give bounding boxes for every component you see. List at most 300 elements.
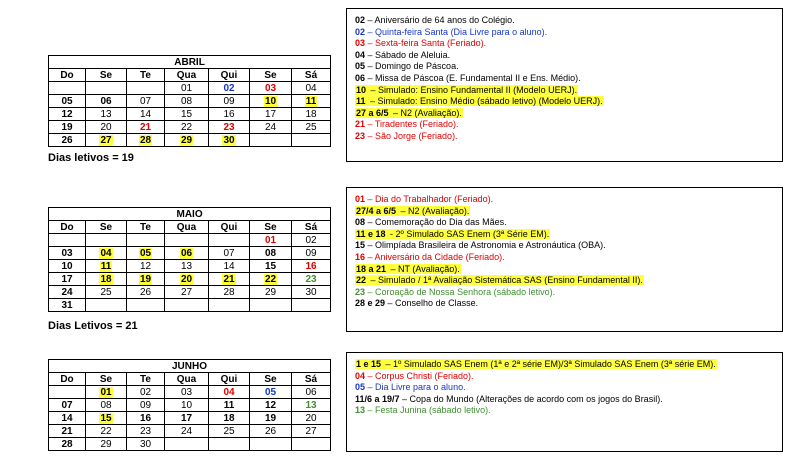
day-number: 12 [264, 399, 277, 411]
note-line [355, 382, 774, 394]
week-row [49, 108, 331, 121]
day-cell [127, 247, 165, 260]
day-cell [165, 412, 209, 425]
weekday-label: Qui [209, 221, 250, 234]
day-cell [127, 234, 165, 247]
day-cell [209, 260, 250, 273]
week-row [49, 386, 331, 399]
day-cell [86, 260, 127, 273]
day-number: 24 [180, 425, 193, 437]
day-cell [209, 234, 250, 247]
note-line [355, 252, 774, 264]
day-cell [127, 95, 165, 108]
day-cell [292, 82, 331, 95]
weekday-label: Se [86, 221, 127, 234]
day-number: 09 [139, 399, 152, 411]
day-cell [292, 399, 331, 412]
day-cell [165, 399, 209, 412]
day-cell [292, 260, 331, 273]
day-number: 18 [100, 273, 112, 285]
note-text: – Festa Junina (sábado letivo). [365, 405, 491, 416]
day-cell [127, 425, 165, 438]
note-line [355, 275, 774, 287]
week-row [49, 260, 331, 273]
weekday-label: Se [250, 221, 292, 234]
note-line [355, 61, 774, 73]
note-line [355, 287, 774, 299]
day-cell [165, 273, 209, 286]
day-cell [250, 273, 292, 286]
weekday-label: Do [49, 221, 86, 234]
day-number: 10 [180, 399, 193, 411]
note-date: 02 [355, 26, 366, 37]
day-cell [49, 134, 86, 147]
note-text: – Sábado de Aleluia. [365, 49, 451, 60]
note-line [355, 96, 774, 108]
week-row [49, 234, 331, 247]
day-cell [127, 438, 165, 451]
note-date: 15 [355, 240, 366, 251]
day-number: 11 [100, 260, 112, 272]
day-number: 30 [305, 286, 317, 298]
day-number: 07 [61, 399, 73, 411]
note-text: - 2º Simulado SAS Enem (3ª Série EM). [387, 228, 550, 239]
note-text: – Dia do Trabalhador (Feriado). [365, 194, 494, 204]
week-row [49, 399, 331, 412]
day-number: 06 [100, 95, 112, 107]
note-text: – N2 (Avaliação). [390, 107, 462, 118]
day-cell [250, 286, 292, 299]
day-cell [250, 299, 292, 312]
note-line [355, 131, 774, 143]
day-number: 14 [223, 260, 235, 272]
notes-maio [346, 187, 783, 332]
day-number: 22 [100, 425, 112, 437]
day-number: 18 [223, 412, 235, 424]
day-number: 26 [264, 425, 277, 437]
day-number: 21 [139, 121, 152, 133]
weekday-label: Se [86, 373, 127, 386]
day-number: 05 [139, 247, 152, 259]
day-number: 07 [223, 247, 235, 259]
note-text: – Comemoração do Dia das Mães. [365, 217, 507, 228]
week-row [49, 82, 331, 95]
day-cell [86, 234, 127, 247]
day-cell [292, 299, 331, 312]
day-cell [49, 108, 86, 121]
day-number: 02 [139, 386, 152, 398]
day-cell [49, 399, 86, 412]
note-text: – São Jorge (Feriado). [365, 130, 458, 141]
day-cell [127, 121, 165, 134]
day-number: 23 [139, 425, 152, 437]
note-text: – Domingo de Páscoa. [365, 61, 459, 72]
day-cell [250, 234, 292, 247]
calendar-junho [48, 359, 331, 451]
day-number: 25 [223, 425, 235, 437]
week-row [49, 95, 331, 108]
day-cell [292, 273, 331, 286]
note-date: 05 [355, 382, 366, 393]
day-cell [250, 247, 292, 260]
note-line [355, 27, 774, 39]
day-cell [165, 121, 209, 134]
day-cell [127, 299, 165, 312]
day-number: 01 [264, 234, 277, 246]
day-number: 03 [264, 82, 277, 94]
day-number: 28 [61, 438, 73, 450]
weekday-label: Qui [209, 69, 250, 82]
note-line [355, 405, 774, 417]
day-number: 16 [139, 412, 152, 424]
day-cell [127, 412, 165, 425]
note-date: 02 [355, 15, 366, 25]
note-date: 23 [355, 286, 366, 297]
day-cell [209, 399, 250, 412]
week-row [49, 121, 331, 134]
note-line [355, 217, 774, 229]
day-number: 24 [61, 286, 73, 298]
day-cell [86, 82, 127, 95]
day-number: 08 [180, 95, 193, 107]
day-cell [292, 121, 331, 134]
day-number: 28 [139, 134, 152, 146]
day-number: 27 [305, 425, 317, 437]
note-line [355, 371, 774, 383]
day-cell [250, 425, 292, 438]
day-number: 27 [100, 134, 112, 146]
note-date: 06 [355, 72, 366, 83]
day-cell [250, 412, 292, 425]
day-cell [209, 386, 250, 399]
day-number: 11 [223, 399, 235, 411]
day-cell [250, 121, 292, 134]
day-number: 29 [180, 134, 193, 146]
day-number: 06 [180, 247, 193, 259]
dias-letivos-maio: Dias Letivos = 21 [48, 320, 138, 332]
weekday-label: Qua [165, 373, 209, 386]
note-date: 04 [355, 370, 366, 381]
note-date: 11 e 18 [356, 228, 386, 239]
weekday-label: Se [86, 69, 127, 82]
note-date: 13 [355, 405, 366, 416]
weekday-header [49, 69, 331, 82]
day-number: 16 [223, 108, 235, 120]
day-cell [165, 438, 209, 451]
note-text: – NT (Avaliação). [388, 263, 460, 274]
note-line [355, 108, 774, 120]
note-text: – Aniversário da Cidade (Feriado). [365, 251, 505, 262]
day-number: 23 [223, 121, 235, 133]
day-cell [250, 134, 292, 147]
day-cell [250, 95, 292, 108]
note-date: 21 [355, 119, 366, 130]
day-number: 17 [61, 273, 73, 285]
day-cell [165, 247, 209, 260]
day-cell [209, 425, 250, 438]
week-row [49, 134, 331, 147]
note-line [355, 264, 774, 276]
note-line [355, 206, 774, 218]
day-cell [86, 399, 127, 412]
day-cell [209, 108, 250, 121]
calendar-abril [48, 55, 331, 147]
day-number: 11 [305, 95, 317, 107]
day-number: 21 [61, 425, 73, 437]
week-row [49, 425, 331, 438]
week-row [49, 286, 331, 299]
month-title: MAIO [49, 208, 331, 221]
week-row [49, 299, 331, 312]
day-number: 04 [100, 247, 112, 259]
note-line [355, 240, 774, 252]
day-number: 30 [223, 134, 235, 146]
day-number: 15 [100, 412, 112, 424]
note-text: – Aniversário de 64 anos do Colégio. [365, 15, 515, 25]
day-cell [292, 234, 331, 247]
day-cell [165, 425, 209, 438]
note-date: 11 [356, 96, 366, 107]
day-number: 12 [61, 108, 73, 120]
day-number: 10 [264, 95, 277, 107]
day-number: 23 [305, 273, 317, 285]
day-number: 22 [180, 121, 193, 133]
note-text: – Conselho de Classe. [385, 298, 479, 309]
week-row [49, 273, 331, 286]
day-number: 17 [180, 412, 193, 424]
calendar-maio [48, 207, 331, 312]
note-line [355, 229, 774, 241]
day-number: 22 [264, 273, 277, 285]
weekday-label: Qua [165, 69, 209, 82]
weekday-label: Sá [292, 221, 331, 234]
notes-abril [346, 8, 783, 162]
day-number: 19 [264, 412, 277, 424]
note-text: – Simulado / 1ª Avaliação Sistemática SAS (Ensino Fundamental II). [368, 275, 643, 286]
day-cell [209, 286, 250, 299]
note-date: 23 [355, 130, 366, 141]
day-number: 26 [139, 286, 152, 298]
weekday-label: Sá [292, 69, 331, 82]
weekday-label: Do [49, 69, 86, 82]
weekday-label: Se [250, 69, 292, 82]
day-number: 25 [100, 286, 112, 298]
day-cell [86, 134, 127, 147]
note-line [355, 194, 774, 206]
day-cell [86, 438, 127, 451]
note-date: 10 [356, 84, 367, 95]
day-cell [292, 386, 331, 399]
day-cell [49, 299, 86, 312]
day-cell [86, 121, 127, 134]
note-line [355, 73, 774, 85]
week-row [49, 438, 331, 451]
day-cell [127, 286, 165, 299]
day-cell [292, 412, 331, 425]
day-number: 16 [305, 260, 317, 272]
day-cell [49, 286, 86, 299]
day-number: 30 [139, 438, 152, 450]
note-text: – Olimpíada Brasileira de Astronomia e Astronáutica (OBA). [365, 240, 606, 251]
day-cell [292, 286, 331, 299]
day-cell [165, 134, 209, 147]
day-cell [49, 82, 86, 95]
day-number: 24 [264, 121, 277, 133]
note-line [355, 38, 774, 50]
day-cell [165, 260, 209, 273]
note-line [355, 119, 774, 131]
day-number: 02 [305, 234, 317, 246]
day-cell [49, 95, 86, 108]
day-number: 14 [139, 108, 152, 120]
day-cell [49, 425, 86, 438]
month-title: ABRIL [49, 56, 331, 69]
day-number: 19 [139, 273, 152, 285]
day-number: 26 [61, 134, 73, 146]
day-cell [165, 95, 209, 108]
day-cell [49, 247, 86, 260]
day-number: 29 [264, 286, 277, 298]
note-date: 11/6 a 19/7 [355, 393, 400, 404]
day-number: 15 [180, 108, 193, 120]
day-cell [250, 386, 292, 399]
note-date: 22 [356, 275, 367, 286]
day-number: 25 [305, 121, 317, 133]
day-number: 13 [180, 260, 193, 272]
day-cell [250, 82, 292, 95]
day-number: 21 [223, 273, 235, 285]
day-cell [127, 260, 165, 273]
day-number: 18 [305, 108, 317, 120]
day-cell [127, 386, 165, 399]
notes-junho [346, 352, 783, 452]
note-line [355, 298, 774, 310]
day-number: 20 [100, 121, 112, 133]
note-text: – Tiradentes (Feriado). [365, 119, 459, 130]
day-cell [86, 247, 127, 260]
day-cell [165, 108, 209, 121]
day-number: 13 [100, 108, 112, 120]
day-number: 08 [264, 247, 277, 259]
note-text: – Coroação de Nossa Senhora (sábado letivo). [365, 286, 556, 297]
day-cell [209, 247, 250, 260]
day-cell [127, 134, 165, 147]
day-cell [49, 234, 86, 247]
day-cell [209, 299, 250, 312]
note-date: 16 [355, 251, 366, 262]
day-cell [127, 399, 165, 412]
day-cell [86, 108, 127, 121]
note-text: – Dia Livre para o aluno. [365, 382, 466, 393]
day-cell [292, 134, 331, 147]
weekday-label: Te [127, 221, 165, 234]
day-cell [49, 412, 86, 425]
day-cell [127, 82, 165, 95]
day-number: 04 [305, 82, 317, 94]
note-text: – Corpus Christi (Feriado). [365, 370, 474, 381]
day-cell [165, 386, 209, 399]
day-cell [49, 386, 86, 399]
day-number: 27 [180, 286, 193, 298]
day-cell [209, 95, 250, 108]
weekday-label: Te [127, 69, 165, 82]
day-cell [86, 273, 127, 286]
day-cell [49, 438, 86, 451]
day-number: 03 [180, 386, 193, 398]
day-number: 07 [139, 95, 152, 107]
weekday-label: Se [250, 373, 292, 386]
day-cell [86, 425, 127, 438]
day-number: 12 [139, 260, 152, 272]
day-cell [86, 95, 127, 108]
note-line [355, 85, 774, 97]
day-number: 14 [61, 412, 73, 424]
day-cell [86, 412, 127, 425]
weekday-label: Te [127, 373, 165, 386]
day-number: 06 [305, 386, 317, 398]
note-text: – Simulado: Ensino Fundamental II (Modelo UERJ). [368, 84, 578, 95]
day-number: 09 [305, 247, 317, 259]
day-number: 13 [305, 399, 317, 411]
day-number: 08 [100, 399, 112, 411]
weekday-label: Qui [209, 373, 250, 386]
day-cell [165, 82, 209, 95]
day-number: 02 [223, 82, 235, 94]
day-number: 20 [305, 412, 317, 424]
day-cell [292, 108, 331, 121]
day-cell [49, 121, 86, 134]
day-number: 29 [100, 438, 112, 450]
day-cell [127, 108, 165, 121]
day-number: 19 [61, 121, 73, 133]
note-date: 1 e 15 [356, 359, 382, 369]
day-cell [250, 399, 292, 412]
note-date: 05 [355, 61, 366, 72]
note-line [355, 50, 774, 62]
day-number: 31 [61, 299, 73, 311]
note-date: 27 a 6/5 [356, 107, 389, 118]
day-cell [209, 82, 250, 95]
day-number: 04 [223, 386, 235, 398]
day-cell [165, 299, 209, 312]
day-cell [209, 273, 250, 286]
day-cell [86, 286, 127, 299]
day-cell [250, 260, 292, 273]
note-date: 01 [355, 194, 366, 204]
day-cell [292, 247, 331, 260]
note-text: – Missa de Páscoa (E. Fundamental II e Ens. Médio). [365, 72, 581, 83]
day-cell [49, 273, 86, 286]
day-cell [86, 299, 127, 312]
week-row [49, 412, 331, 425]
note-text: – N2 (Avaliação). [398, 205, 470, 216]
weekday-label: Do [49, 373, 86, 386]
note-text: – Sexta-feira Santa (Feriado). [365, 38, 487, 49]
note-line [355, 394, 774, 406]
day-cell [250, 108, 292, 121]
note-text: – Quinta-feira Santa (Dia Livre para o aluno). [365, 26, 548, 37]
day-cell [127, 273, 165, 286]
day-cell [209, 134, 250, 147]
day-number: 05 [61, 95, 73, 107]
day-cell [209, 121, 250, 134]
week-row [49, 247, 331, 260]
weekday-label: Qua [165, 221, 209, 234]
note-line [355, 359, 774, 371]
day-number: 01 [100, 386, 112, 398]
note-text: – Simulado: Ensino Médio (sábado letivo) (Modelo UERJ). [367, 96, 603, 107]
note-date: 08 [355, 217, 366, 228]
